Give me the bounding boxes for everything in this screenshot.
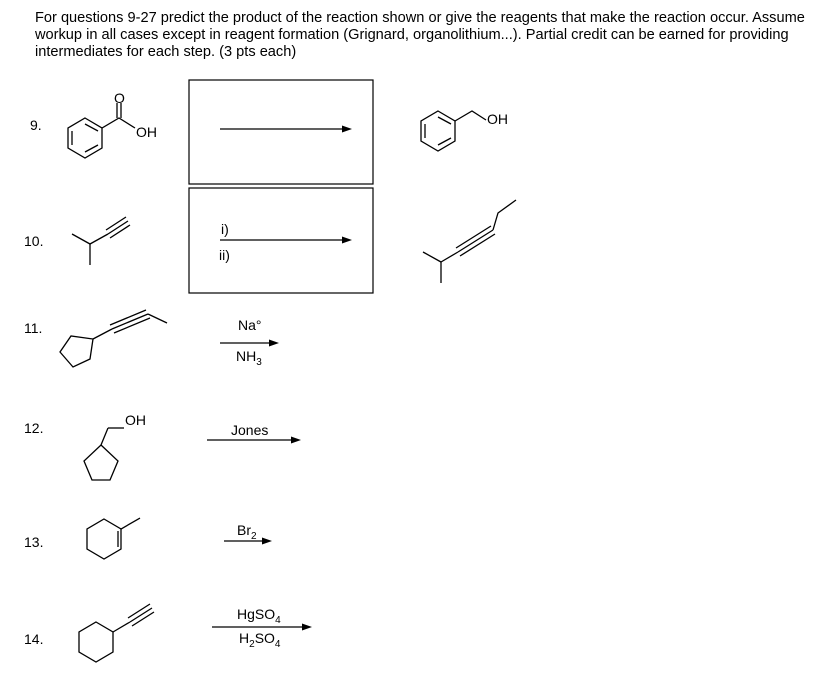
q12-reagent-jones: Jones (231, 422, 269, 438)
q9-carbonyl-oxygen-label: O (114, 90, 125, 106)
question-number-13: 13. (24, 534, 44, 550)
q12-reactant-structure (84, 412, 146, 480)
question-number-9: 9. (30, 117, 42, 133)
instructions-text: For questions 9-27 predict the product of the reaction shown or give the reagents that make the reaction occur. Assume workup in all cases except in reagent formation (Grignard, organolithium...). Partial credit can be earned for providing intermediates for each step. (3 pts each) (35, 10, 805, 60)
q14-reagent-mercury-sulfate: HgSO$_4$ (237, 606, 281, 626)
q11-reagent-ammonia: $NH_3$ (236, 348, 262, 368)
q11-arrowhead (269, 340, 279, 347)
q9-arrowhead (342, 126, 352, 133)
q12-arrowhead (291, 437, 301, 444)
question-number-11: 11. (24, 320, 43, 336)
q9-reagent-answer-box[interactable] (189, 80, 373, 184)
q9-reactant-structure (68, 90, 157, 158)
q14-arrowhead (302, 624, 312, 631)
question-number-14: 14. (24, 631, 44, 647)
q10-product-structure (423, 200, 516, 283)
q14-reagent-sulfuric-acid: $H_2SO_4$ (239, 630, 281, 650)
q11-reactant-structure (60, 310, 167, 367)
q10-step-2-label: ii) (219, 247, 230, 263)
q13-reagent-bromine: $Br_2$ (237, 522, 257, 542)
q9-hydroxyl-label: OH (136, 124, 157, 140)
q11-reagent-sodium: Na° (238, 317, 262, 333)
q9-product-hydroxyl-label: OH (487, 111, 508, 127)
question-number-12: 12. (24, 420, 44, 436)
q10-step-1-label: i) (221, 221, 229, 237)
question-number-10: 10. (24, 233, 44, 249)
q12-hydroxyl-label: OH (125, 412, 146, 428)
q13-arrowhead (262, 538, 272, 545)
q10-arrowhead (342, 237, 352, 244)
q14-reactant-structure (79, 604, 154, 662)
q10-reactant-structure (72, 217, 130, 265)
q9-product-structure (421, 111, 508, 151)
q13-reactant-structure (87, 518, 140, 559)
